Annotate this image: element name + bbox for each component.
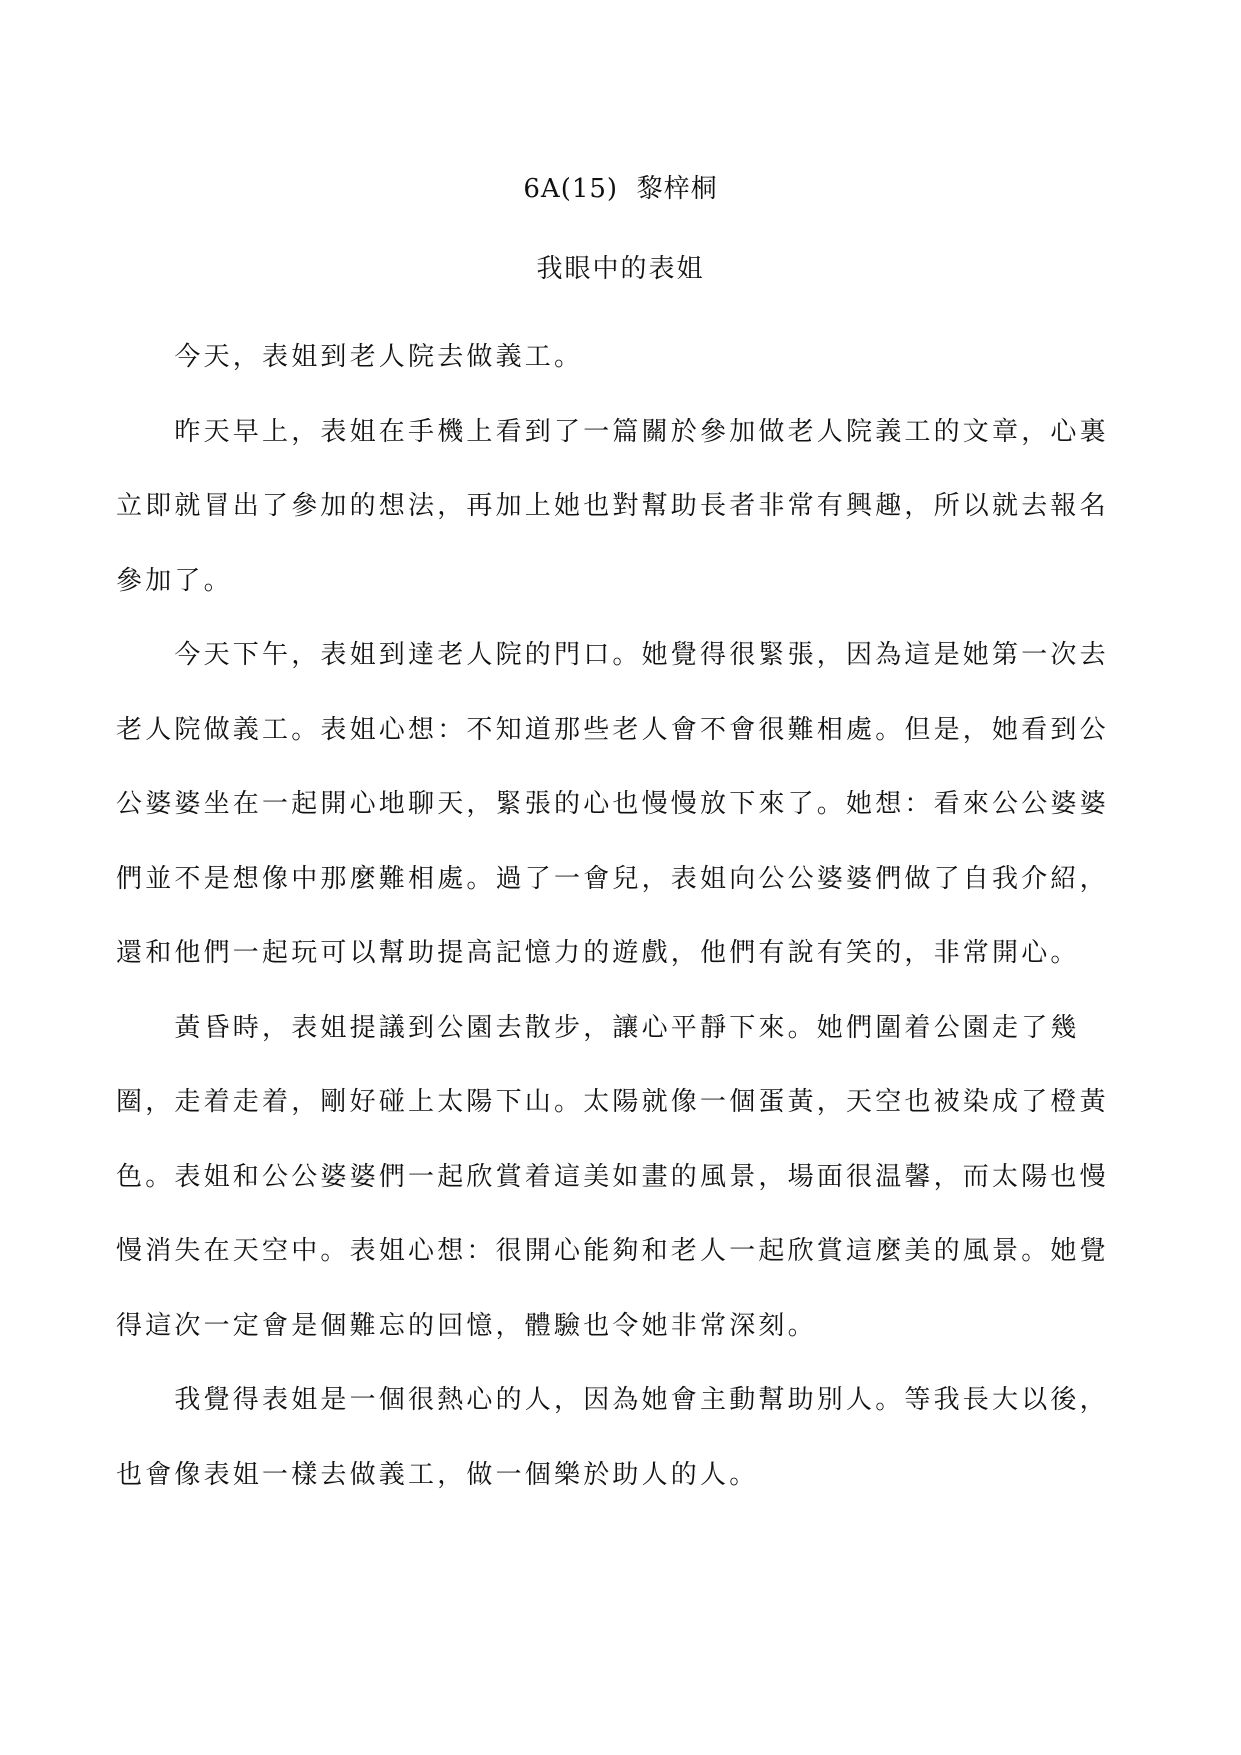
text-line: 我覺得表姐是一個很熱心的人，因為她會主動幫助別人。等我長大以後， (116, 1385, 1109, 1415)
essay-body (116, 320, 1116, 1512)
text-line: 昨天早上，表姐在手機上看到了一篇關於參加做老人院義工的文章，心裏 (116, 416, 1109, 447)
author-line: 6A(15) 黎梓桐 (523, 174, 718, 204)
text-line: 公婆婆坐在一起開心地聊天，緊張的心也慢慢放下來了。她想：看來公公婆婆 (116, 789, 1109, 819)
text-line: 也會像表姐一樣去做義工，做一個樂於助人的人。 (116, 1459, 759, 1490)
text-line: 得這次一定會是個難忘的回憶，體驗也令她非常深刻。 (116, 1310, 817, 1341)
text-line: 們並不是想像中那麼難相處。過了一會兒，表姐向公公婆婆們做了自我介紹， (116, 863, 1109, 894)
text-line: 色。表姐和公公婆婆們一起欣賞着這美如畫的風景，場面很温馨，而太陽也慢 (116, 1161, 1109, 1192)
essay-title: 我眼中的表姐 (536, 254, 705, 284)
text-line: 今天，表姐到老人院去做義工。 (116, 342, 584, 372)
text-line: 圈，走着走着，剛好碰上太陽下山。太陽就像一個蛋黃，天空也被染成了橙黃 (116, 1087, 1109, 1117)
text-line: 還和他們一起玩可以幫助提高記憶力的遊戲，他們有說有笑的，非常開心。 (116, 938, 1080, 968)
text-line: 立即就冒出了參加的想法，再加上她也對幫助長者非常有興趣，所以就去報名 (116, 491, 1109, 521)
text-line: 慢消失在天空中。表姐心想：很開心能夠和老人一起欣賞這麼美的風景。她覺 (116, 1236, 1109, 1266)
text-line: 參加了。 (116, 565, 233, 596)
text-line: 老人院做義工。表姐心想：不知道那些老人會不會很難相處。但是，她看到公 (116, 714, 1109, 745)
text-line: 今天下午，表姐到達老人院的門口。她覺得很緊張，因為這是她第一次去 (116, 640, 1109, 670)
text-line: 黃昏時，表姐提議到公園去散步，讓心平靜下來。她們圍着公園走了幾 (116, 1012, 1080, 1043)
